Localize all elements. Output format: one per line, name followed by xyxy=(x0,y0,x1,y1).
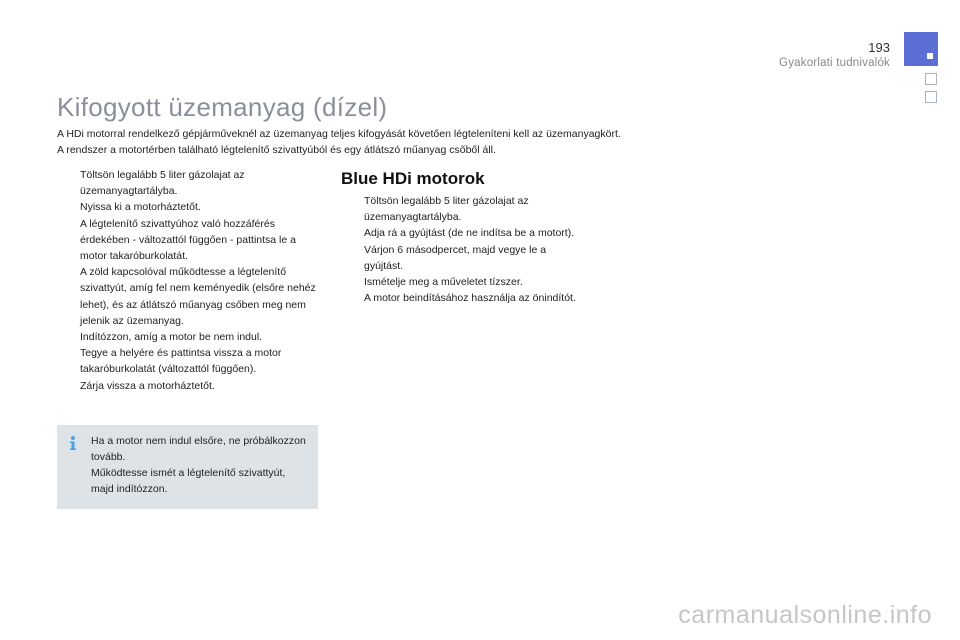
list-item: Töltsön legalább 5 liter gázolajat az üzemanyagtartályba. xyxy=(80,169,245,198)
info-note xyxy=(57,425,318,509)
list-item: Adja rá a gyújtást (de ne indítsa be a motort). xyxy=(364,227,575,240)
list-item: Indítózzon, amíg a motor be nem indul. xyxy=(80,331,263,344)
right-steps-list xyxy=(341,193,576,306)
intro-line-2: A rendszer a motortérben található légtelenítő szivattyúból és egy átlátszó műanyag csőből áll. xyxy=(57,144,496,156)
page-number: 193 xyxy=(868,40,890,55)
list-item: A zöld kapcsolóval működtesse a légtelenítő szivattyút, amíg fel nem keményedik (elsőre nehéz lehet), és az átlátszó műanyag csőben meg nem jelenik az üzemanyag. xyxy=(80,266,316,327)
page-title: Kifogyott üzemanyag (dízel) xyxy=(57,92,388,122)
right-column xyxy=(341,193,576,306)
section-tab-active[interactable] xyxy=(904,32,938,66)
note-line-2: Működtesse ismét a légtelenítő szivattyút, majd indítózzon. xyxy=(91,467,286,495)
list-item: Zárja vissza a motorháztetőt. xyxy=(80,379,215,392)
list-item: Várjon 6 másodpercet, majd vegye le a gyújtást. xyxy=(364,243,547,272)
intro-line-1: A HDi motorral rendelkező gépjárműveknél az üzemanyag teljes kifogyását követően légteleníteni kell az üzemanyagkört. xyxy=(57,128,621,140)
section-tab-2[interactable] xyxy=(925,91,937,103)
list-item: Tegye a helyére és pattintsa vissza a motor takaróburkolatát (változattól függően). xyxy=(80,347,282,376)
list-item: Ismételje meg a műveletet tízszer. xyxy=(364,276,523,289)
section-name: Gyakorlati tudnivalók xyxy=(779,57,890,69)
list-item: A motor beindításához használja az önindítót. xyxy=(364,292,576,305)
intro-text xyxy=(57,126,621,158)
subheading-blue-hdi: Blue HDi motorok xyxy=(341,169,485,188)
list-item: A légtelenítő szivattyúhoz való hozzáférés érdekében - változattól függően - pattintsa le a motor takaróburkolatát. xyxy=(80,217,296,263)
watermark: carmanualsonline.info xyxy=(678,601,932,629)
list-item: Töltsön legalább 5 liter gázolajat az üzemanyagtartályba. xyxy=(364,195,529,224)
note-line-1: Ha a motor nem indul elsőre, ne próbálkozzon tovább. xyxy=(91,435,306,463)
left-steps-list xyxy=(57,167,322,394)
section-tab-1[interactable] xyxy=(925,73,937,85)
list-item: Nyissa ki a motorháztetőt. xyxy=(80,201,201,214)
info-icon xyxy=(65,435,81,451)
left-column xyxy=(57,167,322,394)
